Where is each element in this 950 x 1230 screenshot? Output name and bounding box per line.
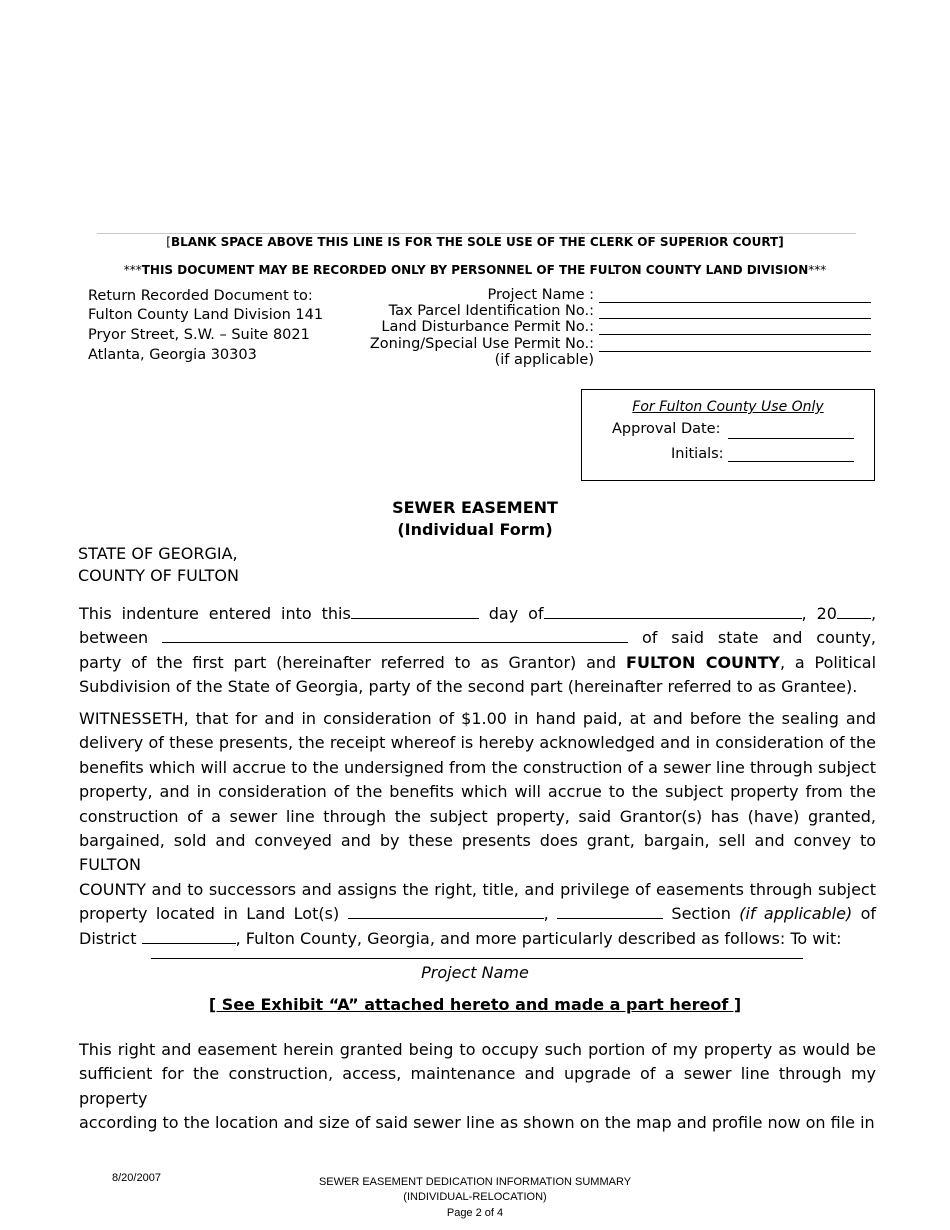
footer-title: SEWER EASEMENT DEDICATION INFORMATION SUMMARY (318, 1176, 632, 1188)
initials-label: Initials: (671, 446, 724, 462)
land-disturbance-field[interactable] (599, 334, 871, 335)
exhibit-reference: [ See Exhibit “A” attached hereto and made a part hereof ] (208, 995, 742, 1014)
document-title: SEWER EASEMENT (392, 498, 558, 517)
indenture-month-field[interactable] (544, 605, 802, 619)
return-address-line: Atlanta, Georgia 30303 (88, 347, 257, 363)
document-subtitle: (Individual Form) (397, 520, 553, 539)
clerk-space-divider (97, 233, 856, 234)
witnesseth-paragraph: WITNESSETH, that for and in consideration of $1.00 in hand paid, at and before the sealing and delivery of these presents, the receipt whereof is hereby acknowledged and in consideration of the benefits which will accrue to the undersigned from the construction of a sewer line through subject property, and in consideration of the benefits which will accrue to the subject property from the construction of a sewer line through the subject property, said Grantor(s) has (have) granted, bargained, sold and conveyed and by these presents does grant, bargain, sell and convey to FULTON COUNTY and to successors and assigns the right, title, and privilege of easements through subject property located in Land Lot(s) , Section (if applicable) of District , Fulton County, Georgia, and more particularly described as follows: To wit: (79, 709, 877, 948)
record-notice: ***THIS DOCUMENT MAY BE RECORDED ONLY BY PERSONNEL OF THE FULTON COUNTY LAND DIVISION*** (123, 263, 827, 277)
initials-field[interactable] (728, 461, 854, 462)
indenture-day-field[interactable] (351, 605, 479, 619)
page-number: Page 2 of 4 (446, 1207, 504, 1219)
footer-subtitle: (INDIVIDUAL-RELOCATION) (403, 1191, 547, 1203)
approval-date-label: Approval Date: (612, 421, 721, 437)
return-address-line: Return Recorded Document to: (88, 288, 313, 304)
project-name-line[interactable] (151, 958, 803, 959)
section-field[interactable] (557, 905, 663, 919)
project-name-caption: Project Name (421, 963, 529, 982)
district-field[interactable] (142, 930, 236, 944)
footer-date: 8/20/2007 (112, 1172, 161, 1184)
approval-date-field[interactable] (728, 438, 854, 439)
grantor-name-field[interactable] (162, 629, 628, 643)
tax-parcel-field[interactable] (599, 318, 871, 319)
land-disturbance-label: Land Disturbance Permit No.: (381, 319, 594, 335)
indenture-year-field[interactable] (837, 605, 871, 619)
zoning-field[interactable] (599, 351, 871, 352)
zoning-label: Zoning/Special Use Permit No.: (369, 336, 594, 352)
land-lot-field[interactable] (348, 905, 544, 919)
return-address-line: Pryor Street, S.W. – Suite 8021 (88, 327, 310, 343)
project-name-field[interactable] (599, 302, 871, 303)
state-line: STATE OF GEORGIA, (78, 544, 238, 563)
clerk-notice: [BLANK SPACE ABOVE THIS LINE IS FOR THE SOLE USE OF THE CLERK OF SUPERIOR COURT] (166, 235, 784, 249)
return-address-line: Fulton County Land Division 141 (88, 307, 324, 323)
project-name-label: Project Name : (487, 287, 594, 303)
tax-parcel-label: Tax Parcel Identification No.: (388, 303, 594, 319)
county-line: COUNTY OF FULTON (78, 566, 239, 585)
county-use-box (581, 389, 875, 481)
county-use-heading: For Fulton County Use Only (632, 399, 824, 415)
indenture-paragraph: This indenture entered into this day of , 20 , between of said state and county, party of the first part (hereinafter referred to as Grantor) and FULTON COUNTY, a Political Subdivision of the State of Georgia, party of the second part (hereinafter referred to as Grantee). (79, 604, 877, 697)
closing-paragraph: This right and easement herein granted being to occupy such portion of my property as would be sufficient for the construction, access, maintenance and upgrade of a sewer line through my property according to the location and size of said sewer line as shown on the map and profile now on file in (79, 1040, 876, 1133)
zoning-note: (if applicable) (494, 352, 594, 368)
